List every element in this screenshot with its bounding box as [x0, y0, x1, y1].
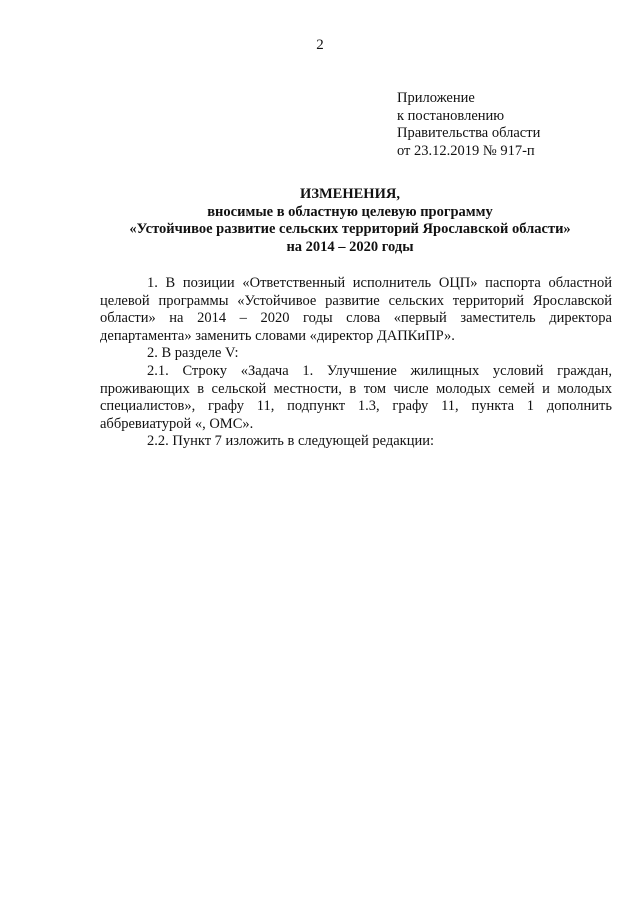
heading-line-4: на 2014 – 2020 годы	[286, 238, 414, 255]
appendix-line-3: Правительства области	[397, 125, 541, 142]
heading-line-2: вносимые в областную целевую программу	[207, 203, 493, 220]
heading-line-3: «Устойчивое развитие сельских территорий Ярославской области»	[129, 221, 571, 238]
page-number: 2	[316, 37, 324, 53]
heading-line-1: ИЗМЕНЕНИЯ,	[300, 186, 400, 202]
appendix-block	[397, 90, 540, 160]
paragraph-4: 2.2. Пункт 7 изложить в следующей редакции:	[147, 433, 435, 450]
document-body	[100, 275, 612, 451]
appendix-line-1: Приложение	[397, 90, 475, 106]
document-heading	[100, 186, 600, 256]
appendix-line-2: к постановлению	[397, 107, 505, 124]
paragraph-2: 2. В разделе V:	[147, 345, 239, 362]
appendix-line-4: от 23.12.2019 № 917-п	[397, 142, 535, 159]
paragraph-1: 1. В позиции «Ответственный исполнитель ОЦП» паспорта областной целевой программы «Устойчивое развитие сельских территорий Ярославской области» на 2014 – 2020 годы слова «первый заместитель директора департамента» заменить словами «директор ДАПКиПР».	[100, 275, 612, 344]
paragraph-3: 2.1. Строку «Задача 1. Улучшение жилищных условий граждан, проживающих в сельской местности, в том числе молодых семей и молодых специалистов», графу 11, подпункт 1.3, графу 11, пункта 1 дополнить аббревиатурой «, ОМС».	[100, 362, 612, 432]
